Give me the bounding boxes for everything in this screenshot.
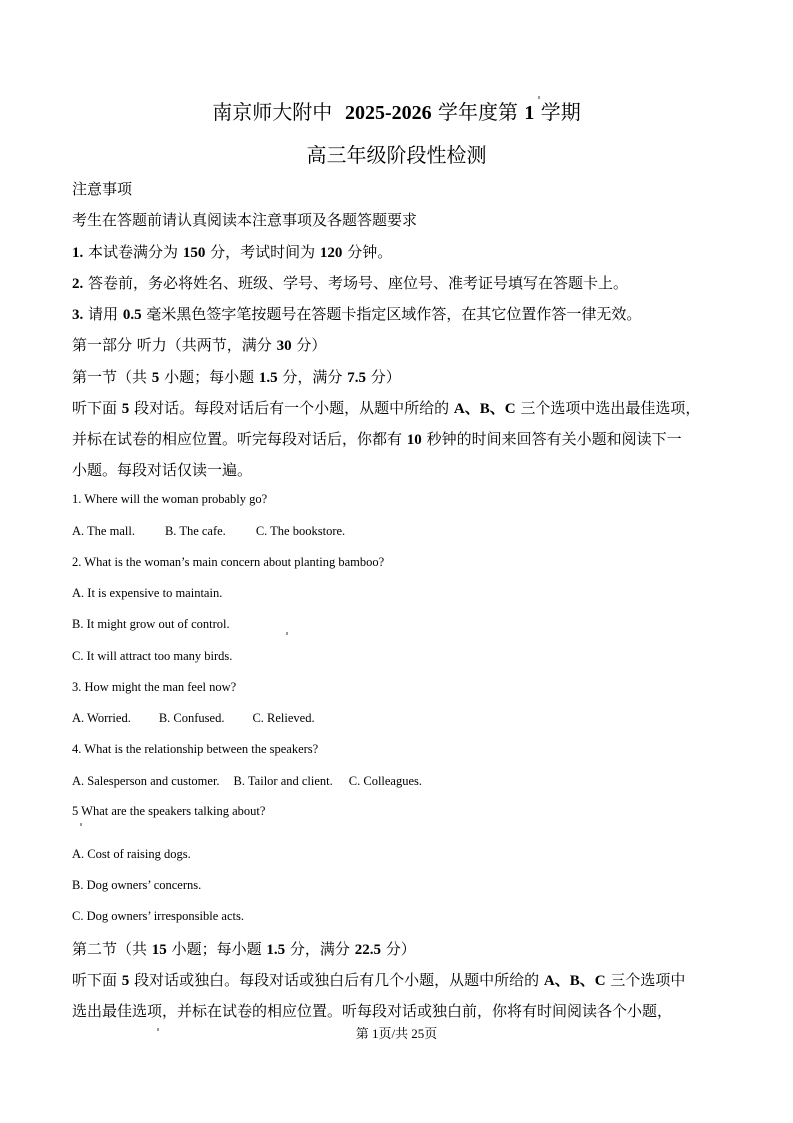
section1-instruction-3: 小题。每段对话仅读一遍。 <box>72 461 253 479</box>
school-name: 南京师大附中 <box>212 100 333 124</box>
notice-item-2: 2. 答卷前，务必将姓名、班级、学号、考场号、座位号、准考证号填写在答题卡上。 <box>72 274 629 292</box>
section2-heading: 第二节（共 15 小题；每小题 1.5 分，满分 22.5 分） <box>72 940 416 958</box>
question-4-options: A. Salesperson and customer. B. Tailor and client. C. Colleagues. <box>72 774 423 788</box>
question-2-option-b: B. It might grow out of control. <box>72 617 230 631</box>
question-3: 3. How might the man feel now? <box>72 680 237 694</box>
scan-speck <box>286 632 288 635</box>
scan-speck <box>538 96 540 99</box>
scan-speck <box>80 823 82 826</box>
question-5-option-b: B. Dog owners’ concerns. <box>72 878 202 892</box>
question-1: 1. Where will the woman probably go? <box>72 492 268 506</box>
school-years: 2025-2026 <box>344 102 432 124</box>
exam-subtitle: 高三年级阶段性检测 <box>306 143 487 167</box>
notice-item-3: 3. 请用 0.5 毫米黑色签字笔按题号在答题卡指定区域作答，在其它位置作答一律无效。 <box>72 305 642 323</box>
term-suffix: 学期 <box>540 100 581 124</box>
notice-title: 注意事项 <box>72 180 133 198</box>
part1-heading: 第一部分 听力（共两节，满分 30 分） <box>72 336 327 354</box>
section2-instruction-1: 听下面 5 段对话或独白。每段对话或独白后有几个小题，从题中所给的 A、B、C 三个选项中 <box>72 971 686 989</box>
question-1-options: A. The mall. B. The cafe. C. The bookstore. <box>72 524 346 538</box>
notice-intro: 考生在答题前请认真阅读本注意事项及各题答题要求 <box>72 211 418 229</box>
page-footer: 第 1页/共 25页 <box>355 1026 438 1041</box>
section1-instruction-1: 听下面 5 段对话。每段对话后有一个小题，从题中所给的 A、B、C 三个选项中选出最佳选项， <box>72 399 701 417</box>
section1-instruction-2: 并标在试卷的相应位置。听完每段对话后，你都有 10 秒钟的时间来回答有关小题和阅读下一 <box>72 430 682 448</box>
question-2-option-a: A. It is expensive to maintain. <box>72 586 223 600</box>
question-5-option-c: C. Dog owners’ irresponsible acts. <box>72 909 244 923</box>
term-label: 学年度第 <box>438 100 519 124</box>
question-5-option-a: A. Cost of raising dogs. <box>72 847 191 861</box>
exam-title <box>0 96 793 125</box>
question-2: 2. What is the woman’s main concern about planting bamboo? <box>72 555 385 569</box>
section1-heading: 第一节（共 5 小题；每小题 1.5 分，满分 7.5 分） <box>72 368 401 386</box>
notice-item-1: 1. 本试卷满分为 150 分，考试时间为 120 分钟。 <box>72 243 393 261</box>
question-2-option-c: C. It will attract too many birds. <box>72 649 233 663</box>
scan-speck <box>157 1028 159 1031</box>
question-4: 4. What is the relationship between the speakers? <box>72 742 319 756</box>
question-5: 5 What are the speakers talking about? <box>72 804 266 818</box>
question-3-options: A. Worried. B. Confused. C. Relieved. <box>72 711 315 725</box>
section2-instruction-2: 选出最佳选项，并标在试卷的相应位置。听每段对话或独白前，你将有时间阅读各个小题， <box>72 1002 673 1020</box>
term-number: 1 <box>524 102 535 124</box>
